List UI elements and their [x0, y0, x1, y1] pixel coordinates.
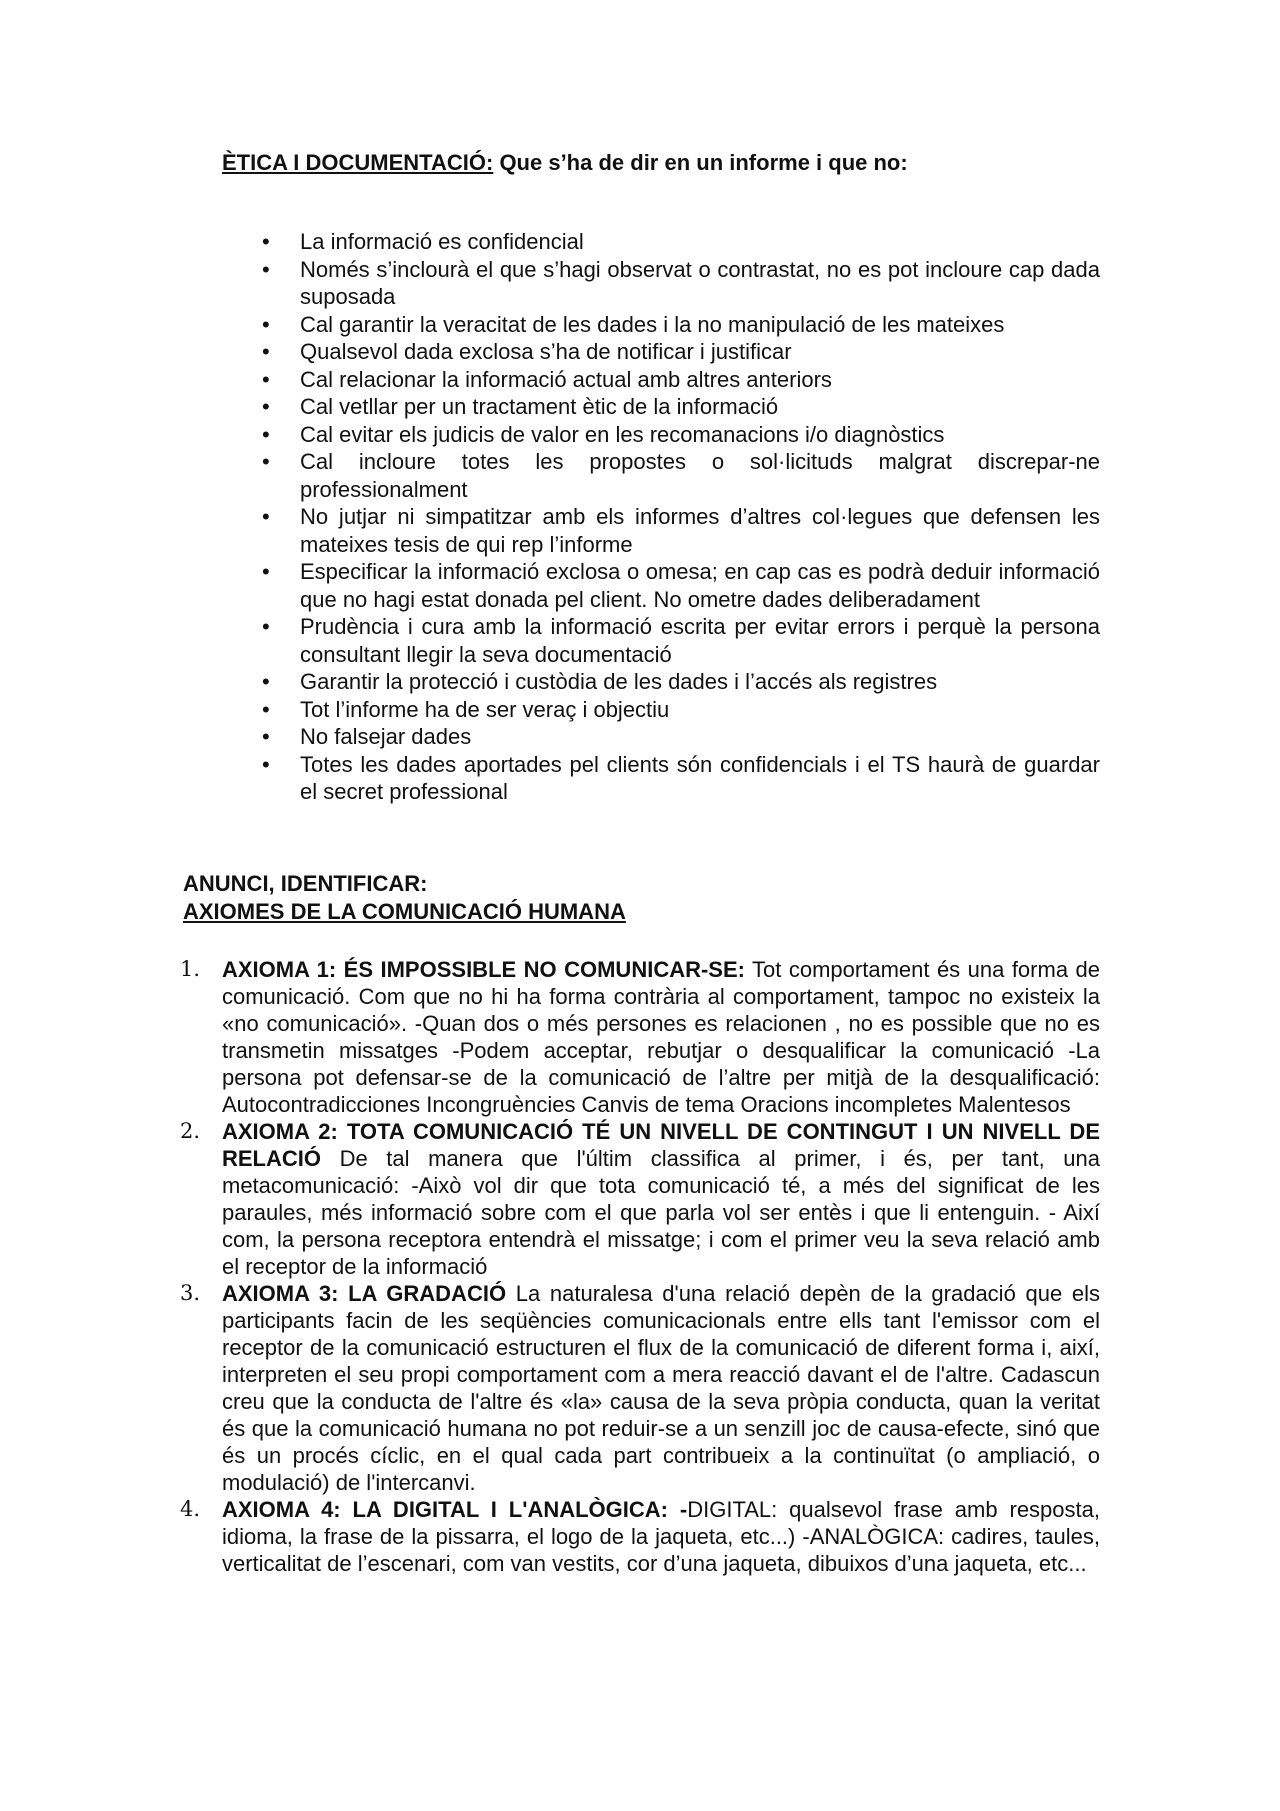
section-heading: [183, 870, 626, 925]
list-item-text: No falsejar dades: [300, 724, 472, 749]
axiom-title: AXIOMA 3: LA GRADACIÓ: [222, 1281, 507, 1306]
axiom-title: AXIOMA 2: TOTA COMUNICACIÓ TÉ UN NIVELL DE CONTINGUT I UN NIVELL DE RELACIÓ: [222, 1119, 1100, 1171]
list-item: [262, 338, 1100, 366]
list-item: [262, 613, 1100, 668]
axiom-item: [180, 956, 1100, 1118]
bullet-icon: •: [262, 696, 270, 722]
list-item: [262, 256, 1100, 311]
list-item: [262, 723, 1100, 751]
bullet-icon: •: [262, 724, 270, 749]
list-item: [262, 366, 1100, 394]
list-item: [262, 751, 1100, 806]
list-item: [262, 558, 1100, 613]
list-item: [262, 696, 1100, 724]
section-heading-line2: AXIOMES DE LA COMUNICACIÓ HUMANA: [183, 898, 626, 924]
title-rest: Que s’ha de dir en un informe i que no:: [493, 150, 908, 175]
list-item-text: Qualsevol dada exclosa s’ha de notificar i justificar: [300, 339, 792, 364]
axiom-number: 3.: [180, 1281, 201, 1305]
page-title: [222, 148, 908, 178]
bullet-icon: •: [262, 449, 270, 474]
bullet-icon: •: [262, 559, 270, 584]
list-item: [262, 393, 1100, 421]
axiom-text: De tal manera que l'últim classifica al primer, i és, per tant, una metacomunicació: -Això vol dir que tota comunicació té, a més del significat de les paraules, més informació sobre com el que parla vol ser entès i que li entenguin. - Així com, la persona receptora entendrà el missatge; i com el primer veu la seva relació amb el receptor de la informació: [222, 1146, 1100, 1279]
list-item-text: Garantir la protecció i custòdia de les dades i l’accés als registres: [300, 669, 938, 694]
list-item-text: Cal evitar els judicis de valor en les recomanacions i/o diagnòstics: [300, 421, 945, 447]
axioms-list: [180, 956, 1100, 1577]
axiom-item: [180, 1118, 1100, 1280]
title-underlined: ÈTICA I DOCUMENTACIÓ:: [222, 150, 494, 175]
list-item: [262, 228, 1100, 256]
bullet-icon: •: [262, 614, 270, 639]
bullet-icon: •: [262, 669, 270, 694]
axiom-text: La naturalesa d'una relació depèn de la gradació que els participants facin de les seqüències comunicacionals entre ells tant l'emissor com el receptor de la comunicació estructuren el flux de la comunicació de diferent forma i, així, interpreten el seu propi comportament com a mera reacció davant el de l'altre. Cadascun creu que la conducta de l'altre és «la» causa de la seva pròpia conducta, quan la veritat és que la comunicació humana no pot reduir-se a un senzill joc de causa-efecte, sinó que és un procés cíclic, en el qual cada part contribueix a la continuïtat (o ampliació, o modulació) de l'intercanvi.: [222, 1281, 1100, 1495]
list-item-text: Tot l’informe ha de ser veraç i objectiu: [300, 696, 670, 722]
section-heading-line1: ANUNCI, IDENTIFICAR:: [183, 871, 428, 896]
bullet-icon: •: [262, 421, 270, 447]
list-item: [262, 503, 1100, 558]
axiom-title: AXIOMA 1: ÉS IMPOSSIBLE NO COMUNICAR-SE:: [222, 957, 745, 982]
axiom-text: Tot comportament és una forma de comunicació. Com que no hi ha forma contrària al comportament, tampoc no existeix la «no comunicació». -Quan dos o més persones es relacionen , no es possible que no es transmetin missatges -Podem acceptar, rebutjar o desqualificar la comunicació -La persona pot defensar-se de la comunicació de l’altre per mitjà de la desqualificació: Autocontradicciones Incongruències Canvis de tema Oracions incompletes Malentesos: [222, 957, 1100, 1117]
axiom-number: 2.: [180, 1119, 201, 1143]
ethics-bullet-list: [262, 228, 1100, 806]
bullet-icon: •: [262, 256, 270, 282]
list-item-text: Especificar la informació exclosa o omesa; en cap cas es podrà deduir informació que no hagi estat donada pel client. No ometre dades deliberadament: [300, 559, 1100, 612]
list-item-text: Només s’inclourà el que s’hagi observat o contrastat, no es pot incloure cap dada suposada: [300, 256, 1100, 309]
axiom-number: 4.: [180, 1497, 201, 1521]
list-item: [262, 448, 1100, 503]
bullet-icon: •: [262, 504, 270, 529]
list-item-text: Cal vetllar per un tractament ètic de la informació: [300, 394, 779, 419]
bullet-icon: •: [262, 229, 270, 254]
list-item-text: Cal relacionar la informació actual amb altres anteriors: [300, 366, 832, 392]
list-item-text: Cal incloure totes les propostes o sol·licituds malgrat discrepar-ne professionalment: [300, 449, 1100, 502]
list-item-text: No jutjar ni simpatitzar amb els informes d’altres col·legues que defensen les mateixes tesis de qui rep l’informe: [300, 504, 1100, 557]
bullet-icon: •: [262, 311, 270, 337]
bullet-icon: •: [262, 394, 270, 419]
axiom-title: AXIOMA 4: LA DIGITAL I L'ANALÒGICA: -: [222, 1497, 688, 1522]
list-item-text: Totes les dades aportades pel clients són confidencials i el TS haurà de guardar el secret professional: [300, 751, 1100, 804]
list-item: [262, 668, 1100, 696]
bullet-icon: •: [262, 366, 270, 392]
axiom-text: DIGITAL: qualsevol frase amb resposta, idioma, la frase de la pissarra, el logo de la jaqueta, etc...) -ANALÒGICA: cadires, taules, verticalitat de l’escenari, com van vestits, cor d’una jaqueta, dibuixos d’una jaqueta, etc...: [222, 1497, 1100, 1576]
list-item-text: Prudència i cura amb la informació escrita per evitar errors i perquè la persona consultant llegir la seva documentació: [300, 614, 1100, 667]
list-item: [262, 311, 1100, 339]
list-item: [262, 421, 1100, 449]
axiom-item: [180, 1496, 1100, 1577]
list-item-text: La informació es confidencial: [300, 229, 584, 254]
bullet-icon: •: [262, 751, 270, 777]
axiom-item: [180, 1280, 1100, 1496]
list-item-text: Cal garantir la veracitat de les dades i la no manipulació de les mateixes: [300, 311, 1005, 337]
bullet-icon: •: [262, 339, 270, 364]
axiom-number: 1.: [180, 957, 201, 981]
